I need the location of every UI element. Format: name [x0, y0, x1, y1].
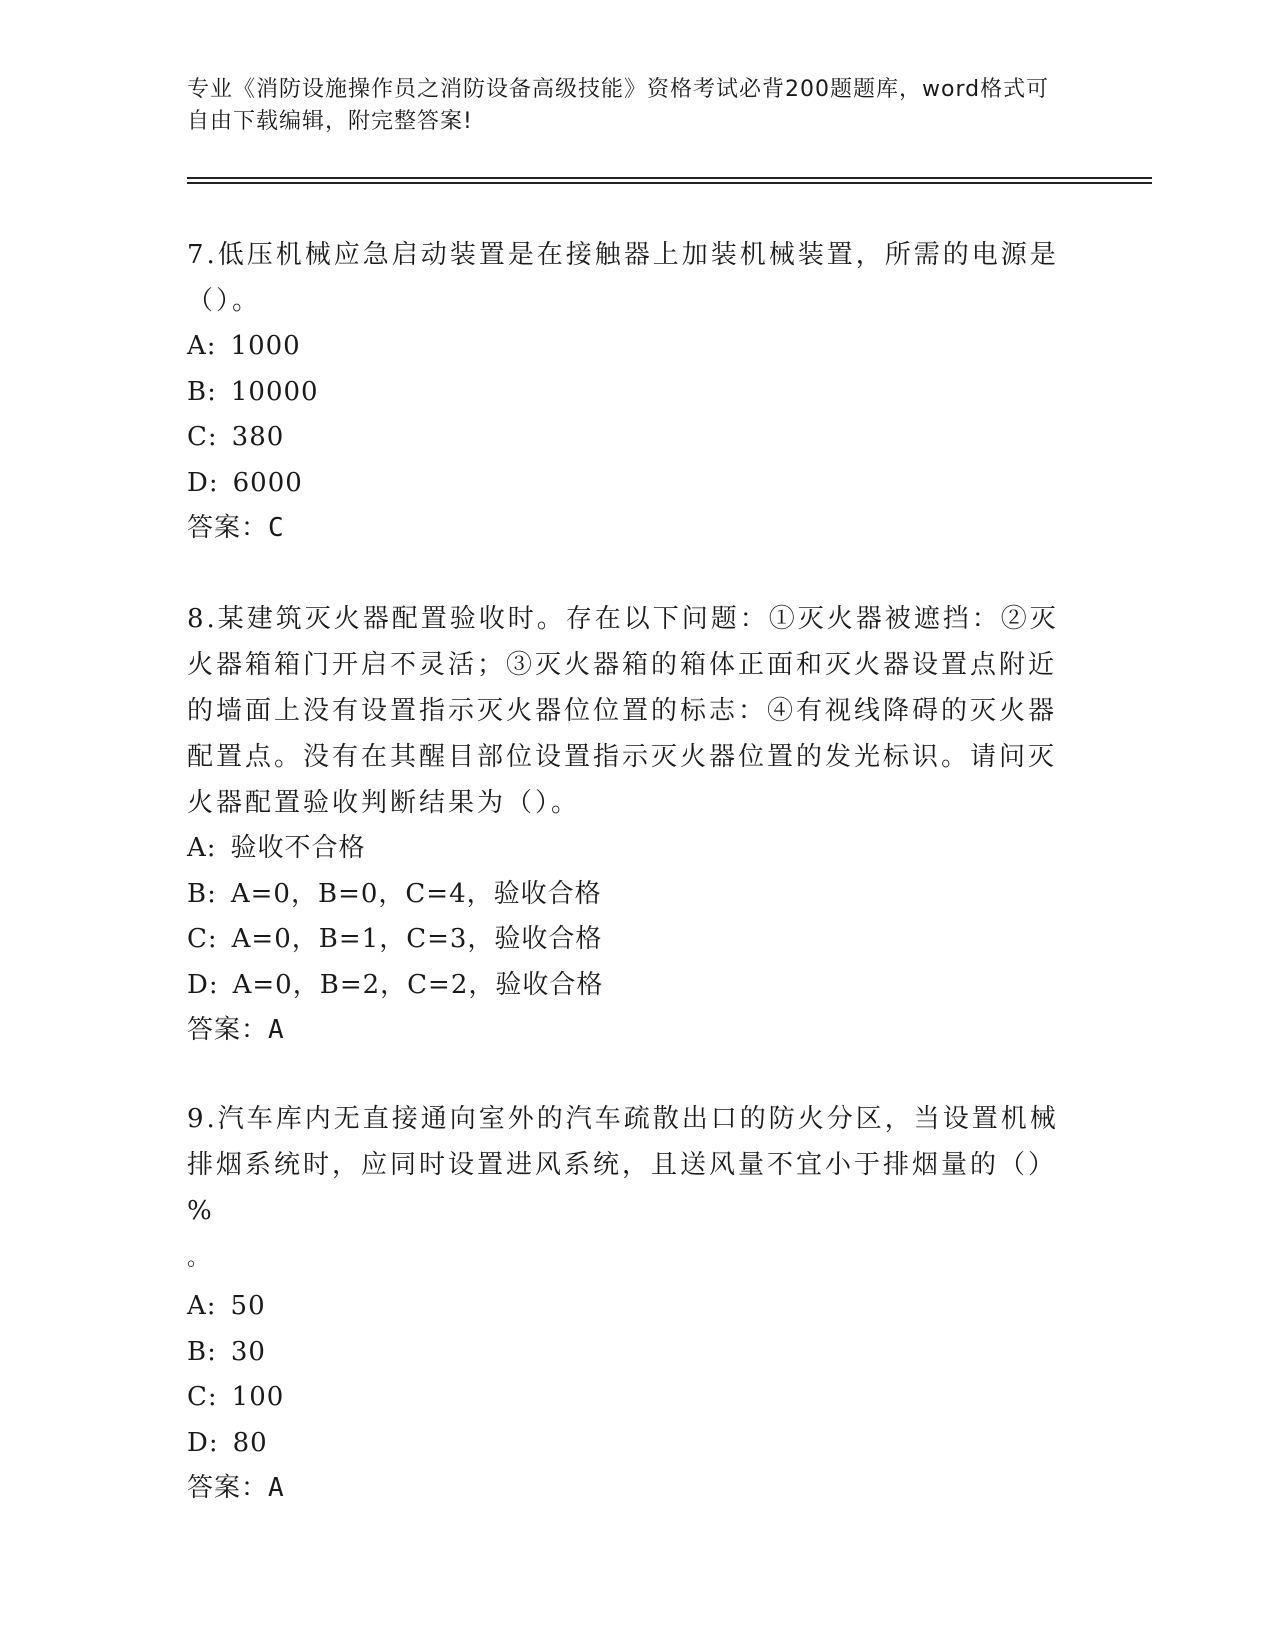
header-divider-top — [187, 177, 1152, 179]
option-value: 50 — [230, 1291, 266, 1321]
option-d — [187, 963, 1067, 1009]
option-letter: C: — [187, 924, 218, 954]
option-letter: D: — [187, 969, 219, 1000]
option-letter: A: — [187, 1291, 217, 1321]
answer-line: 答案：A — [187, 1473, 285, 1503]
option-letter: D: — [187, 1427, 219, 1458]
option-a — [187, 826, 1067, 872]
option-letter: B: — [187, 878, 217, 909]
question-stem-text: 9.汽车库内无直接通向室外的汽车疏散出口的防火分区，当设置机械排烟系统时，应同时设置进风系统，且送风量不宜小于排烟量的（）% — [187, 1104, 1059, 1226]
question-stem-tail: 。 — [187, 1246, 213, 1271]
option-letter: B: — [187, 1336, 217, 1367]
question-stem: 8.某建筑灭火器配置验收时。存在以下问题：①灭火器被遮挡：②灭火器箱箱门开启不灵活；③灭火器箱的箱体正面和灭火器设置点附近的墙面上没有设置指示灭火器位位置的标志：④有视线降碍的灭火器配置点。没有在其醒目部位设置指示灭火器位置的发光标识。请问灭火器配置验收判断结果为（）。 — [187, 604, 1059, 818]
option-c — [187, 917, 1067, 963]
option-value: A=0，B=2，C=2，验收合格 — [232, 969, 604, 1000]
question-9 — [187, 1096, 1067, 1511]
option-c — [187, 415, 1067, 461]
option-value: 6000 — [232, 467, 303, 498]
option-value: 380 — [231, 422, 285, 452]
option-value: 10000 — [230, 376, 319, 407]
option-letter: C: — [187, 422, 218, 452]
document-header: 专业《消防设施操作员之消防设备高级技能》资格考试必背200题题库，word格式可自由下载编辑，附完整答案! — [187, 77, 1050, 134]
question-8 — [187, 596, 1067, 1053]
option-value: 30 — [230, 1336, 266, 1367]
question-7 — [187, 232, 1067, 551]
option-b — [187, 872, 1067, 918]
header-divider-bottom — [187, 182, 1152, 184]
option-value: 验收不合格 — [230, 833, 366, 863]
answer-line: 答案：C — [187, 513, 285, 543]
question-stem: 7.低压机械应急启动装置是在接触器上加装机械装置，所需的电源是（）。 — [187, 240, 1059, 316]
question-stem — [187, 1096, 1067, 1284]
option-value: A=0，B=1，C=3，验收合格 — [231, 924, 603, 954]
option-value: 1000 — [230, 331, 301, 361]
option-value: 80 — [232, 1427, 268, 1458]
option-a — [187, 1284, 1067, 1330]
option-letter: C: — [187, 1382, 218, 1412]
option-letter: A: — [187, 833, 217, 863]
option-b — [187, 370, 1067, 416]
option-c — [187, 1375, 1067, 1421]
option-letter: B: — [187, 376, 217, 407]
option-d — [187, 1421, 1067, 1467]
option-letter: D: — [187, 467, 219, 498]
option-value: A=0，B=0，C=4，验收合格 — [230, 878, 602, 909]
option-letter: A: — [187, 331, 217, 361]
option-b — [187, 1330, 1067, 1376]
answer-line: 答案：A — [187, 1015, 285, 1045]
option-value: 100 — [231, 1382, 285, 1412]
option-d — [187, 461, 1067, 507]
option-a — [187, 324, 1067, 370]
